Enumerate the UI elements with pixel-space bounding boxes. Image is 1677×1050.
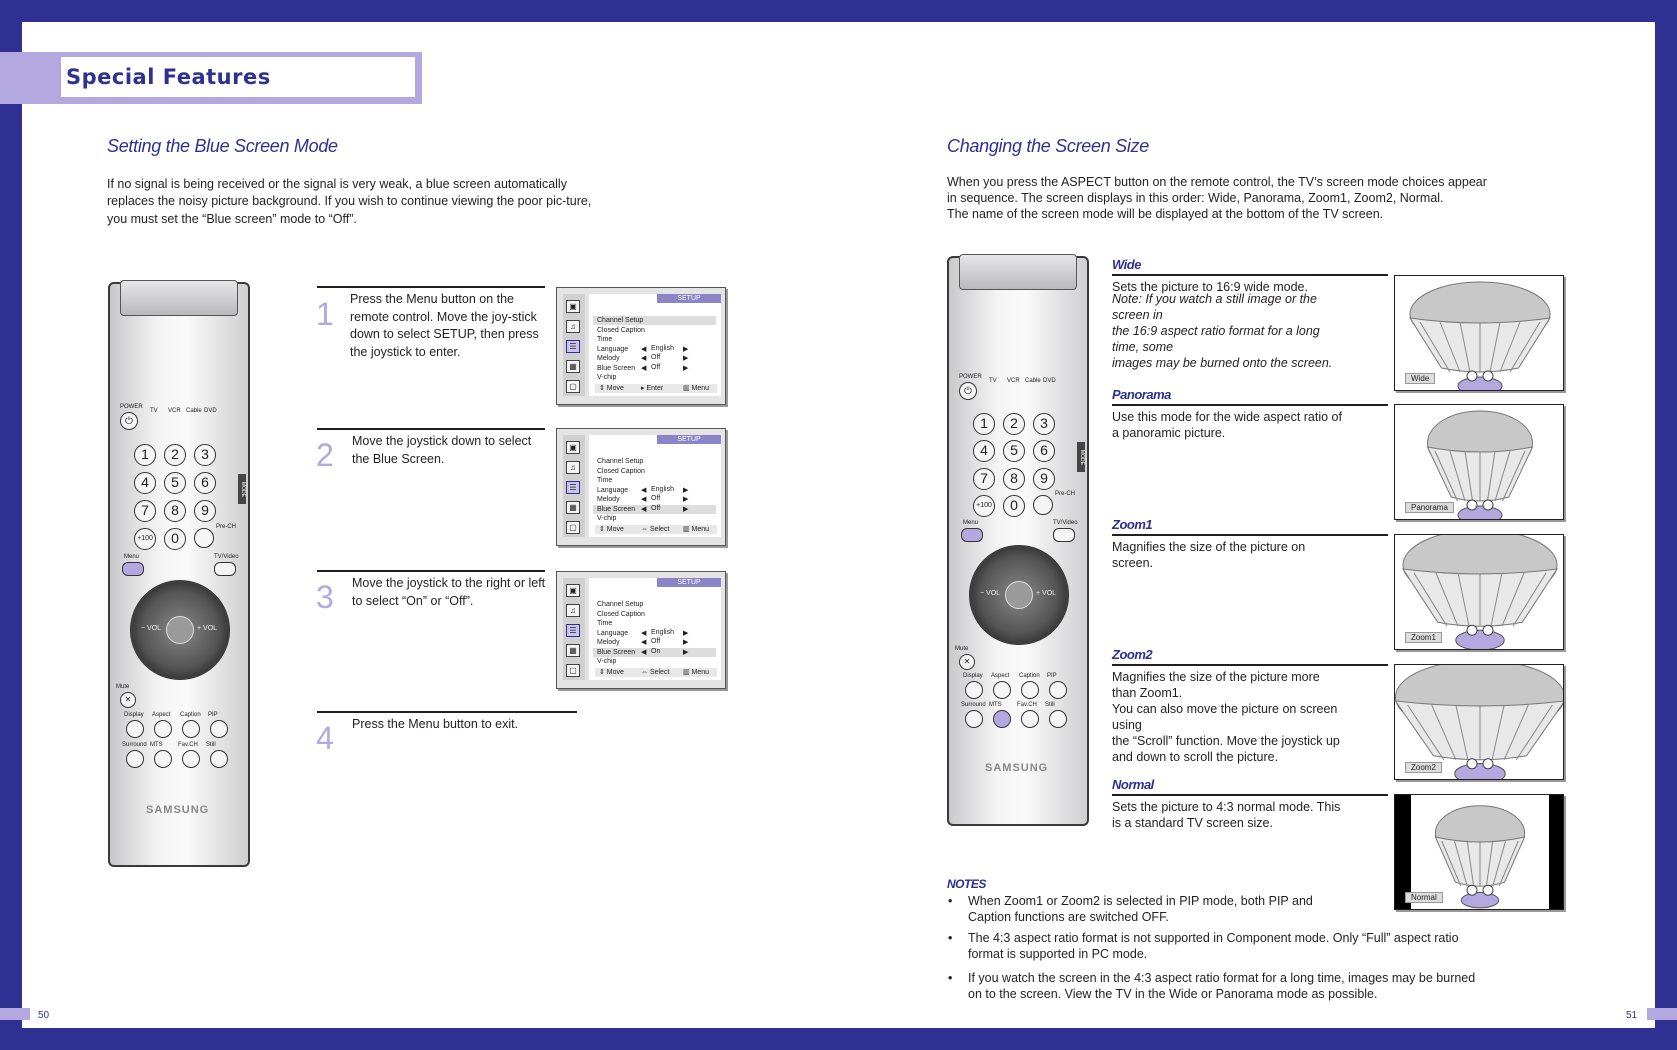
mode-heading: Panorama <box>1112 387 1171 402</box>
menu-item: Closed Caption <box>597 326 645 334</box>
footer-band-right <box>1647 1008 1677 1020</box>
note-line: Caption functions are switched OFF. <box>968 910 1169 924</box>
setup-menu-screen <box>556 287 726 405</box>
menu-item: Melody <box>597 496 620 503</box>
bullet: • <box>948 971 953 985</box>
function-label: Display <box>124 712 144 718</box>
left-intro-line-3: you must set the “Blue screen” mode to “Off”. <box>107 212 357 226</box>
power-label: POWER <box>959 374 982 381</box>
notes-heading: NOTES <box>947 877 986 891</box>
mode-heading: Zoom1 <box>1112 517 1153 532</box>
mode-tag: Panorama <box>1405 502 1454 513</box>
menu-category-icon: ☰ <box>566 624 580 637</box>
mute-label: Mute <box>955 646 969 652</box>
function-label: Fav.CH <box>178 742 198 748</box>
power-icon: ⏻ <box>964 386 972 398</box>
step-text: Press the Menu button on the remote control. Move the joy-stick down to select SETUP, then press the joystick to enter. <box>350 292 539 359</box>
mode-tag: Wide <box>1405 373 1435 384</box>
arrow-right-icon: ▶ <box>683 364 689 372</box>
menu-category-icon: ♫ <box>566 604 580 617</box>
step-number: 4 <box>316 720 334 756</box>
joystick-pad[interactable] <box>969 545 1069 645</box>
function-label: Caption <box>180 712 201 718</box>
menu-item: Channel Setup <box>597 317 644 324</box>
menu-screen <box>589 435 721 537</box>
mode-rule <box>1112 404 1388 406</box>
arrow-left-icon: ◀ <box>641 639 647 646</box>
vol-plus-label: + VOL <box>1036 590 1057 598</box>
menu-screen <box>589 294 721 396</box>
mode-heading: Wide <box>1112 257 1141 272</box>
menu-category-icon: ▣ <box>566 300 580 313</box>
left-heading: Setting the Blue Screen Mode <box>107 136 338 156</box>
menu-icon-column <box>563 294 585 396</box>
menu-item: Language <box>597 629 629 637</box>
plus100-button[interactable]: +100 <box>134 528 156 550</box>
balloon-illustration <box>1394 275 1564 391</box>
step-number: 1 <box>316 296 334 332</box>
power-label: POWER <box>120 404 143 410</box>
balloon-illustration <box>1394 404 1564 520</box>
function-button[interactable] <box>965 681 983 699</box>
footer-band-left <box>0 1008 30 1020</box>
menu-category-icon: ♫ <box>566 461 580 474</box>
footer-hint: ⇔ Select <box>641 669 670 676</box>
menu-item: Blue Screen <box>597 505 636 513</box>
step-number: 3 <box>316 579 334 615</box>
prech-button[interactable] <box>194 528 214 548</box>
footer-hint: ▥ Menu <box>683 669 710 676</box>
arrow-left-icon: ◀ <box>641 355 647 362</box>
balloon-illustration <box>1394 534 1564 650</box>
tvvideo-button[interactable] <box>214 562 236 576</box>
arrow-left-icon: ◀ <box>641 505 647 513</box>
remote-control-illustration <box>947 256 1089 826</box>
digit-button[interactable]: 0 <box>1003 495 1025 517</box>
function-button[interactable] <box>993 710 1011 728</box>
value-text: Off <box>651 495 661 502</box>
joystick-center-icon <box>1005 581 1033 609</box>
menu-icon-column <box>563 578 585 680</box>
page-number-left: 50 <box>38 1010 50 1021</box>
step-text: Press the Menu button to exit. <box>352 717 519 731</box>
mute-icon: ✕ <box>963 656 971 666</box>
mode-rule <box>1112 794 1388 796</box>
left-intro-line-2: replaces the noisy picture background. If you wish to continue viewing the poor pic-ture, <box>107 194 592 208</box>
arrow-left-icon: ◀ <box>641 496 647 503</box>
value-text: On <box>651 647 661 655</box>
mode-note-line: the 16:9 aspect ratio format for a long <box>1112 324 1320 338</box>
mode-note-line: time, some <box>1112 340 1174 354</box>
function-label: Display <box>963 673 983 680</box>
digit-button[interactable]: 7 <box>973 468 995 490</box>
menu-item: V-chip <box>597 515 617 522</box>
value-text: Off <box>651 638 661 645</box>
digit-button[interactable]: 8 <box>164 500 186 522</box>
menu-category-icon: ▣ <box>566 441 580 454</box>
function-label: PIP <box>208 712 218 718</box>
section-title-box <box>58 54 418 100</box>
menu-item: Blue Screen <box>597 648 636 656</box>
menu-item: Closed Caption <box>597 610 645 618</box>
footer-hint: ⇕ Move <box>599 669 624 676</box>
mode-text-line: You can also move the picture on screen <box>1112 702 1338 716</box>
step-rule <box>317 428 545 430</box>
source-label: Cable <box>1025 378 1041 385</box>
mode-rule <box>1112 274 1388 276</box>
menu-item: Channel Setup <box>597 601 644 608</box>
note-item <box>948 893 1558 925</box>
mode-tag: Normal <box>1405 892 1443 903</box>
function-button[interactable] <box>1049 710 1067 728</box>
menu-header: SETUP <box>657 435 721 444</box>
footer-hint: ▸ Enter <box>641 385 664 392</box>
menu-item: Channel Setup <box>597 458 644 465</box>
function-label: PIP <box>1047 673 1057 680</box>
bullet: • <box>948 894 953 908</box>
mode-label: MODE <box>238 474 246 504</box>
digit-button[interactable]: 2 <box>1003 413 1025 435</box>
menu-item: V-chip <box>597 658 617 665</box>
mode-text-line: the “Scroll” function. Move the joystick up <box>1112 734 1340 748</box>
menu-item: Melody <box>597 639 620 646</box>
function-label: MTS <box>989 702 1002 709</box>
mode-text-line: Use this mode for the wide aspect ratio of <box>1112 410 1342 424</box>
brand-logo: SAMSUNG <box>985 762 1049 775</box>
menu-footer <box>595 384 717 393</box>
digit-button[interactable]: 7 <box>134 500 156 522</box>
value-text: English <box>651 628 674 636</box>
source-label: Cable <box>186 408 202 414</box>
function-label: Caption <box>1019 673 1040 680</box>
right-intro-line-2: in sequence. The screen displays in this order: Wide, Panorama, Zoom1, Zoom2, Normal. <box>947 191 1444 205</box>
value-text: Off <box>651 504 661 512</box>
note-line: When Zoom1 or Zoom2 is selected in PIP mode, both PIP and <box>968 894 1313 908</box>
joystick-center-icon <box>166 616 194 644</box>
mode-text-line: and down to scroll the picture. <box>1112 750 1279 764</box>
mode-tag: Zoom2 <box>1405 762 1442 773</box>
function-button[interactable] <box>154 750 172 768</box>
menu-footer <box>595 668 717 677</box>
arrow-left-icon: ◀ <box>641 629 647 637</box>
digit-button[interactable]: 4 <box>973 440 995 462</box>
function-button[interactable] <box>182 720 200 738</box>
menu-label: Menu <box>124 554 140 560</box>
tvvideo-button[interactable] <box>1053 528 1075 542</box>
note-line: The 4:3 aspect ratio format is not supported in Component mode. Only “Full” aspect ratio <box>968 931 1459 945</box>
mode-text-line: is a standard TV screen size. <box>1112 816 1273 830</box>
mode-label: MODE <box>1077 442 1085 472</box>
joystick-pad[interactable] <box>130 580 230 680</box>
tvvideo-label: TV/Video <box>1053 519 1078 526</box>
step-text: Move the joystick down to select the Blue Screen. <box>352 434 532 466</box>
digit-button[interactable]: 5 <box>1003 440 1025 462</box>
right-intro-line-3: The name of the screen mode will be displayed at the bottom of the TV screen. <box>947 207 1384 221</box>
plus100-button[interactable]: +100 <box>973 495 995 517</box>
arrow-right-icon: ▶ <box>683 629 689 637</box>
step-text: Move the joystick to the right or left to select “On” or “Off”. <box>352 576 546 608</box>
mode-text-line: Sets the picture to 16:9 wide mode. <box>1112 280 1308 294</box>
menu-item: Language <box>597 345 629 353</box>
menu-item: Melody <box>597 355 620 362</box>
section-title: Special Features <box>66 65 271 89</box>
mode-note-line: images may be burned onto the screen. <box>1112 356 1333 370</box>
vol-plus-label: + VOL <box>197 625 218 632</box>
power-icon: ⏻ <box>125 416 133 427</box>
function-button[interactable] <box>1021 710 1039 728</box>
menu-item: Blue Screen <box>597 364 636 372</box>
value-text: English <box>651 485 674 493</box>
arrow-left-icon: ◀ <box>641 364 647 372</box>
step-rule <box>317 711 577 713</box>
digit-button[interactable]: 9 <box>1033 468 1055 490</box>
mute-button[interactable] <box>959 654 975 670</box>
menu-button[interactable] <box>961 528 983 542</box>
remote-top-flap <box>959 254 1077 290</box>
mute-icon: ✕ <box>124 695 132 704</box>
arrow-right-icon: ▶ <box>683 355 689 362</box>
arrow-left-icon: ◀ <box>641 486 647 494</box>
digit-button[interactable]: 9 <box>194 500 216 522</box>
prech-label: Pre-CH <box>1055 490 1076 497</box>
note-item <box>948 930 1568 962</box>
menu-category-icon: ♫ <box>566 320 580 333</box>
menu-header: SETUP <box>657 294 721 303</box>
step-number: 2 <box>316 437 334 473</box>
right-intro-line-1: When you press the ASPECT button on the remote control, the TV’s screen mode choices appear <box>947 175 1487 189</box>
digit-button[interactable]: 2 <box>164 444 186 466</box>
menu-header: SETUP <box>657 578 721 587</box>
function-button[interactable] <box>993 681 1011 699</box>
brand-logo: SAMSUNG <box>146 804 210 816</box>
menu-category-icon: ▦ <box>566 501 580 514</box>
footer-hint: ⇔ Select <box>641 526 670 533</box>
mode-tag: Zoom1 <box>1405 632 1442 643</box>
source-label: DVD <box>1043 378 1056 385</box>
mode-text-line: using <box>1112 718 1142 732</box>
note-line: format is supported in PC mode. <box>968 947 1148 961</box>
mute-label: Mute <box>116 684 130 690</box>
mode-text-line: screen. <box>1112 556 1153 570</box>
arrow-right-icon: ▶ <box>683 639 689 646</box>
arrow-right-icon: ▶ <box>683 486 689 494</box>
step-rule <box>317 286 545 288</box>
function-label: Aspect <box>152 712 171 718</box>
function-label: Fav.CH <box>1017 702 1037 709</box>
value-text: English <box>651 344 674 352</box>
digit-button[interactable]: 4 <box>134 472 156 494</box>
power-button[interactable] <box>959 382 977 400</box>
menu-category-icon: ☰ <box>566 340 580 353</box>
menu-icon-column <box>563 435 585 537</box>
footer-hint: ▥ Menu <box>683 526 710 533</box>
function-button[interactable] <box>210 720 228 738</box>
digit-button[interactable]: 1 <box>134 444 156 466</box>
function-button[interactable] <box>154 720 172 738</box>
prech-label: Pre-CH <box>216 524 237 530</box>
mode-text-line: Sets the picture to 4:3 normal mode. This <box>1112 800 1341 814</box>
note-line: on to the screen. View the TV in the Wide or Panorama mode as possible. <box>968 987 1378 1001</box>
vol-minus-label: − VOL <box>980 590 1001 598</box>
mode-text-line: than Zoom1. <box>1112 686 1183 700</box>
arrow-right-icon: ▶ <box>683 345 689 353</box>
menu-item: Language <box>597 486 629 494</box>
menu-category-icon: ▢ <box>566 521 580 534</box>
mode-rule <box>1112 534 1388 536</box>
left-intro-line-1: If no signal is being received or the signal is very weak, a blue screen automatically <box>107 177 567 191</box>
note-item <box>948 970 1588 1002</box>
function-label: MTS <box>150 742 163 748</box>
mode-text-line: a panoramic picture. <box>1112 426 1226 440</box>
function-label: Still <box>206 742 216 748</box>
source-label: TV <box>989 378 997 385</box>
menu-category-icon: ▦ <box>566 360 580 373</box>
function-button[interactable] <box>210 750 228 768</box>
menu-label: Menu <box>963 519 979 526</box>
mode-rule <box>1112 664 1388 666</box>
bullet: • <box>948 931 953 945</box>
function-label: Surround <box>122 742 147 748</box>
menu-category-icon: ▢ <box>566 664 580 677</box>
source-label: VCR <box>1007 378 1020 385</box>
menu-category-icon: ▦ <box>566 644 580 657</box>
mode-note-line: Note: If you watch a still image or the <box>1112 292 1317 306</box>
digit-button[interactable]: 0 <box>164 528 186 550</box>
digit-button[interactable]: 5 <box>164 472 186 494</box>
digit-button[interactable]: 3 <box>194 444 216 466</box>
mode-text-line: Magnifies the size of the picture more <box>1112 670 1320 684</box>
arrow-right-icon: ▶ <box>683 505 689 513</box>
function-button[interactable] <box>126 750 144 768</box>
balloon-illustration <box>1394 664 1564 780</box>
arrow-left-icon: ◀ <box>641 345 647 353</box>
menu-category-icon: ▣ <box>566 584 580 597</box>
menu-button[interactable] <box>122 562 144 576</box>
digit-button[interactable]: 8 <box>1003 468 1025 490</box>
function-button[interactable] <box>965 710 983 728</box>
prech-button[interactable] <box>1033 495 1053 515</box>
remote-top-flap <box>120 280 238 316</box>
menu-item: Closed Caption <box>597 467 645 475</box>
mode-note-line: screen in <box>1112 308 1163 322</box>
mute-button[interactable] <box>120 692 136 708</box>
function-button[interactable] <box>1021 681 1039 699</box>
function-button[interactable] <box>126 720 144 738</box>
arrow-left-icon: ◀ <box>641 648 647 656</box>
mode-heading: Zoom2 <box>1112 647 1153 662</box>
page-number-right: 51 <box>1626 1010 1638 1021</box>
arrow-right-icon: ▶ <box>683 648 689 656</box>
menu-screen <box>589 578 721 680</box>
function-label: Still <box>1045 702 1055 709</box>
menu-item: Time <box>597 620 613 627</box>
source-label: TV <box>150 408 158 414</box>
menu-item: V-chip <box>597 374 617 381</box>
remote-control-illustration <box>108 282 250 867</box>
digit-button[interactable]: 6 <box>194 472 216 494</box>
step-rule <box>317 570 545 572</box>
right-heading: Changing the Screen Size <box>947 136 1149 156</box>
function-button[interactable] <box>182 750 200 768</box>
digit-button[interactable]: 3 <box>1033 413 1055 435</box>
source-label: VCR <box>168 408 181 414</box>
setup-menu-screen <box>556 428 726 546</box>
footer-hint: ▥ Menu <box>683 385 710 392</box>
footer-hint: ⇕ Move <box>599 526 624 533</box>
menu-category-icon: ▢ <box>566 380 580 393</box>
vol-minus-label: − VOL <box>141 625 162 632</box>
function-button[interactable] <box>1049 681 1067 699</box>
menu-footer <box>595 525 717 534</box>
value-text: Off <box>651 363 661 371</box>
mode-heading: Normal <box>1112 777 1154 792</box>
menu-item: Time <box>597 336 613 343</box>
function-label: Aspect <box>991 673 1010 680</box>
menu-item: Time <box>597 477 613 484</box>
footer-hint: ⇕ Move <box>599 385 624 392</box>
menu-category-icon: ☰ <box>566 481 580 494</box>
power-button[interactable] <box>120 412 138 430</box>
arrow-right-icon: ▶ <box>683 496 689 503</box>
value-text: Off <box>651 354 661 361</box>
function-label: Surround <box>961 702 986 709</box>
mode-text-line: Magnifies the size of the picture on <box>1112 540 1306 554</box>
digit-button[interactable]: 1 <box>973 413 995 435</box>
digit-button[interactable]: 6 <box>1033 440 1055 462</box>
setup-menu-screen <box>556 571 726 689</box>
note-line: If you watch the screen in the 4:3 aspect ratio format for a long time, images may be burned <box>968 971 1476 985</box>
tvvideo-label: TV/Video <box>214 554 239 560</box>
source-label: DVD <box>204 408 217 414</box>
